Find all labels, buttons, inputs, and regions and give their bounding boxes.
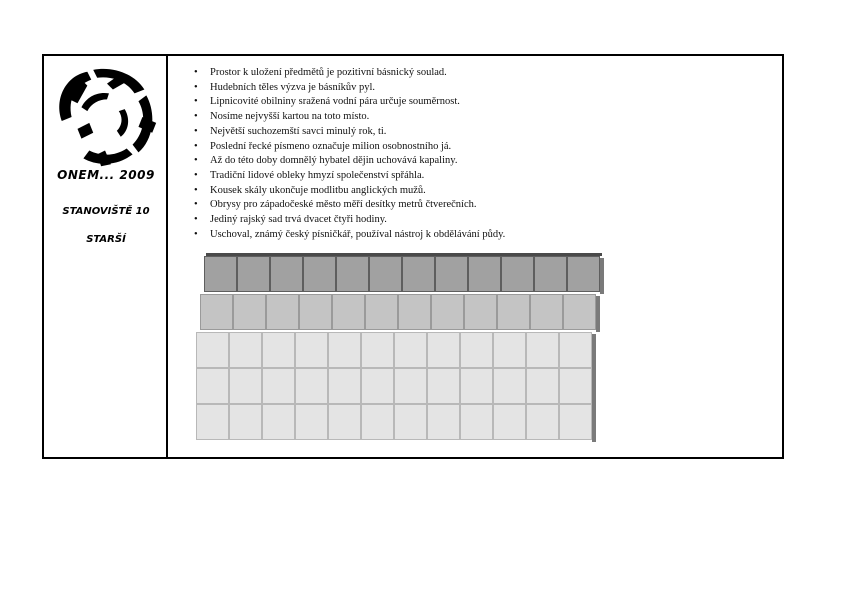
grid-cell[interactable]	[229, 404, 262, 440]
grid-cell[interactable]	[295, 368, 328, 404]
grid-cell[interactable]	[200, 294, 233, 330]
station-label: STANOVIŠTĚ 10	[62, 206, 150, 217]
grid-cell[interactable]	[526, 404, 559, 440]
grid-top-edge	[206, 253, 602, 256]
grid-cell[interactable]	[460, 368, 493, 404]
crossword-grid	[196, 252, 608, 448]
clue-item: • Hudebních těles výzva je básníkův pyl.	[192, 81, 505, 96]
grid-cell[interactable]	[398, 294, 431, 330]
grid-cell[interactable]	[394, 332, 427, 368]
sidebar	[44, 56, 168, 457]
grid-cell[interactable]	[530, 294, 563, 330]
grid-cell[interactable]	[464, 294, 497, 330]
grid-cell[interactable]	[262, 368, 295, 404]
grid-cell[interactable]	[493, 368, 526, 404]
grid-cell[interactable]	[559, 332, 592, 368]
grid-cell[interactable]	[332, 294, 365, 330]
swirl-logo-icon	[48, 60, 166, 178]
category-label: STARŠÍ	[86, 234, 126, 245]
grid-cell[interactable]	[427, 332, 460, 368]
grid-cell[interactable]	[431, 294, 464, 330]
grid-cell[interactable]	[229, 368, 262, 404]
grid-row-edge	[592, 334, 596, 370]
clue-item: • Nosíme nejvyšší kartou na toto místo.	[192, 110, 505, 125]
grid-cell[interactable]	[559, 404, 592, 440]
grid-cell[interactable]	[336, 256, 369, 292]
grid-cell[interactable]	[369, 256, 402, 292]
grid-cell[interactable]	[501, 256, 534, 292]
grid-cell[interactable]	[295, 332, 328, 368]
grid-row-edge	[592, 370, 596, 406]
grid-cell[interactable]	[196, 404, 229, 440]
grid-cell[interactable]	[303, 256, 336, 292]
clue-item: • Lipnicovité obilniny sražená vodní pára určuje souměrnost.	[192, 95, 505, 110]
grid-cell[interactable]	[361, 332, 394, 368]
grid-cell[interactable]	[262, 332, 295, 368]
grid-cell[interactable]	[229, 332, 262, 368]
grid-row-edge	[596, 296, 600, 332]
grid-cell[interactable]	[233, 294, 266, 330]
grid-cell[interactable]	[567, 256, 600, 292]
grid-cell[interactable]	[493, 404, 526, 440]
grid-cell[interactable]	[295, 404, 328, 440]
clue-item: • Kousek skály ukončuje modlitbu anglických mužů.	[192, 184, 505, 199]
clue-item: • Prostor k uložení předmětů je pozitivní básnický soulad.	[192, 66, 505, 81]
clue-item: • Obrysy pro západočeské město měří desítky metrů čtverečních.	[192, 198, 505, 213]
clue-item: • Poslední řecké písmeno označuje milion osobnostního já.	[192, 140, 505, 155]
worksheet-frame	[42, 54, 784, 459]
grid-cell[interactable]	[361, 404, 394, 440]
grid-cell[interactable]	[526, 368, 559, 404]
grid-cell[interactable]	[270, 256, 303, 292]
grid-cell[interactable]	[427, 368, 460, 404]
grid-cell[interactable]	[497, 294, 530, 330]
grid-cell[interactable]	[427, 404, 460, 440]
grid-cell[interactable]	[460, 404, 493, 440]
grid-cell[interactable]	[394, 368, 427, 404]
grid-row-edge	[592, 406, 596, 442]
clue-item: • Až do této doby domnělý hybatel dějin uchovává kapaliny.	[192, 154, 505, 169]
grid-cell[interactable]	[262, 404, 295, 440]
grid-cell[interactable]	[237, 256, 270, 292]
clue-list	[192, 66, 505, 242]
grid-cell[interactable]	[394, 404, 427, 440]
clue-item: • Jediný rajský sad trvá dvacet čtyři hodiny.	[192, 213, 505, 228]
brand-title: ONEM... 2009	[57, 168, 155, 182]
grid-cell[interactable]	[361, 368, 394, 404]
grid-cell[interactable]	[204, 256, 237, 292]
grid-cell[interactable]	[266, 294, 299, 330]
grid-cell[interactable]	[328, 368, 361, 404]
grid-cell[interactable]	[299, 294, 332, 330]
grid-cell[interactable]	[526, 332, 559, 368]
clue-item: • Tradiční lidové obleky hmyzí společenství spřáhla.	[192, 169, 505, 184]
grid-cell[interactable]	[559, 368, 592, 404]
clue-item: • Největší suchozemští savci minulý rok, ti.	[192, 125, 505, 140]
clue-item: • Uschoval, známý český písničkář, používal nástroj k obdělávání půdy.	[192, 228, 505, 243]
grid-cell[interactable]	[196, 368, 229, 404]
grid-cell[interactable]	[468, 256, 501, 292]
grid-cell[interactable]	[328, 332, 361, 368]
grid-row-edge	[600, 258, 604, 294]
grid-cell[interactable]	[365, 294, 398, 330]
grid-cell[interactable]	[563, 294, 596, 330]
grid-cell[interactable]	[435, 256, 468, 292]
grid-cell[interactable]	[460, 332, 493, 368]
grid-cell[interactable]	[534, 256, 567, 292]
grid-cell[interactable]	[493, 332, 526, 368]
grid-cell[interactable]	[402, 256, 435, 292]
grid-cell[interactable]	[328, 404, 361, 440]
grid-cell[interactable]	[196, 332, 229, 368]
